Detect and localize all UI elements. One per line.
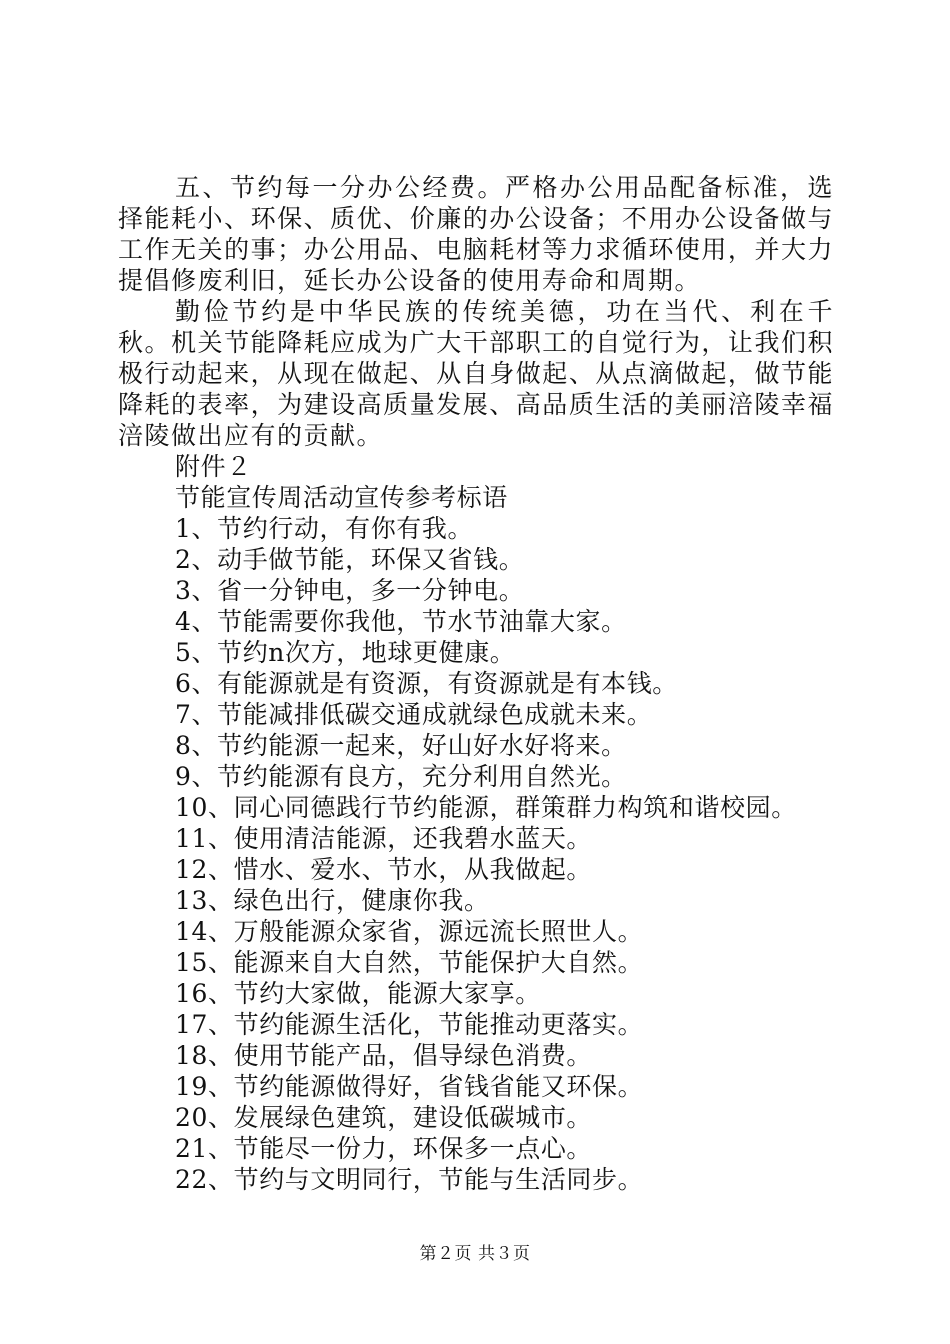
slogan-item: 1、节约行动，有你有我。 [175, 514, 474, 543]
slogan-item: 14、万般能源众家省，源远流长照世人。 [175, 917, 644, 946]
slogan-item: 16、节约大家做，能源大家享。 [175, 979, 541, 1008]
slogan-item: 10、同心同德践行节约能源，群策群力构筑和谐校园。 [175, 793, 797, 822]
slogan-list [118, 513, 834, 1195]
document-body [118, 172, 834, 1195]
slogan-item: 8、节约能源一起来，好山好水好将来。 [175, 731, 627, 760]
paragraph-frugality: 勤俭节约是中华民族的传统美德，功在当代、利在千秋。机关节能降耗应成为广大干部职工的自觉行为，让我们积极行动起来，从现在做起、从自身做起、从点滴做起，做节能降耗的表率，为建设高质量发展、高品质生活的美丽涪陵幸福涪陵做出应有的贡献。 [118, 297, 834, 450]
slogan-item: 5、节约n次方，地球更健康。 [175, 638, 516, 667]
page-footer: 第２页 共３页 [419, 1244, 531, 1264]
slogan-item: 20、发展绿色建筑，建设低碳城市。 [175, 1103, 593, 1132]
slogan-item: 9、节约能源有良方，充分利用自然光。 [175, 762, 627, 791]
slogan-item: 21、节能尽一份力，环保多一点心。 [175, 1134, 593, 1163]
slogan-item: 17、节约能源生活化，节能推动更落实。 [175, 1010, 644, 1039]
slogan-item: 22、节约与文明同行，节能与生活同步。 [175, 1165, 644, 1194]
slogan-list-title: 节能宣传周活动宣传参考标语 [175, 483, 508, 512]
slogan-item: 7、节能减排低碳交通成就绿色成就未来。 [175, 700, 653, 729]
slogan-item: 12、惜水、爱水、节水，从我做起。 [175, 855, 593, 884]
slogan-item: 3、省一分钟电，多一分钟电。 [175, 576, 525, 605]
slogan-item: 4、节能需要你我他，节水节油靠大家。 [175, 607, 627, 636]
slogan-item: 19、节约能源做得好，省钱省能又环保。 [175, 1072, 644, 1101]
attachment-label: 附件２ [175, 452, 252, 481]
slogan-item: 15、能源来自大自然，节能保护大自然。 [175, 948, 644, 977]
slogan-item: 13、绿色出行，健康你我。 [175, 886, 490, 915]
paragraph-office-expenses: 五、节约每一分办公经费。严格办公用品配备标准，选择能耗小、环保、质优、价廉的办公设备；不用办公设备做与工作无关的事；办公用品、电脑耗材等力求循环使用，并大力提倡修废利旧，延长办公设备的使用寿命和周期。 [118, 173, 834, 295]
slogan-item: 11、使用清洁能源，还我碧水蓝天。 [175, 824, 593, 853]
slogan-item: 6、有能源就是有资源，有资源就是有本钱。 [175, 669, 678, 698]
slogan-item: 18、使用节能产品，倡导绿色消费。 [175, 1041, 593, 1070]
slogan-item: 2、动手做节能，环保又省钱。 [175, 545, 525, 574]
